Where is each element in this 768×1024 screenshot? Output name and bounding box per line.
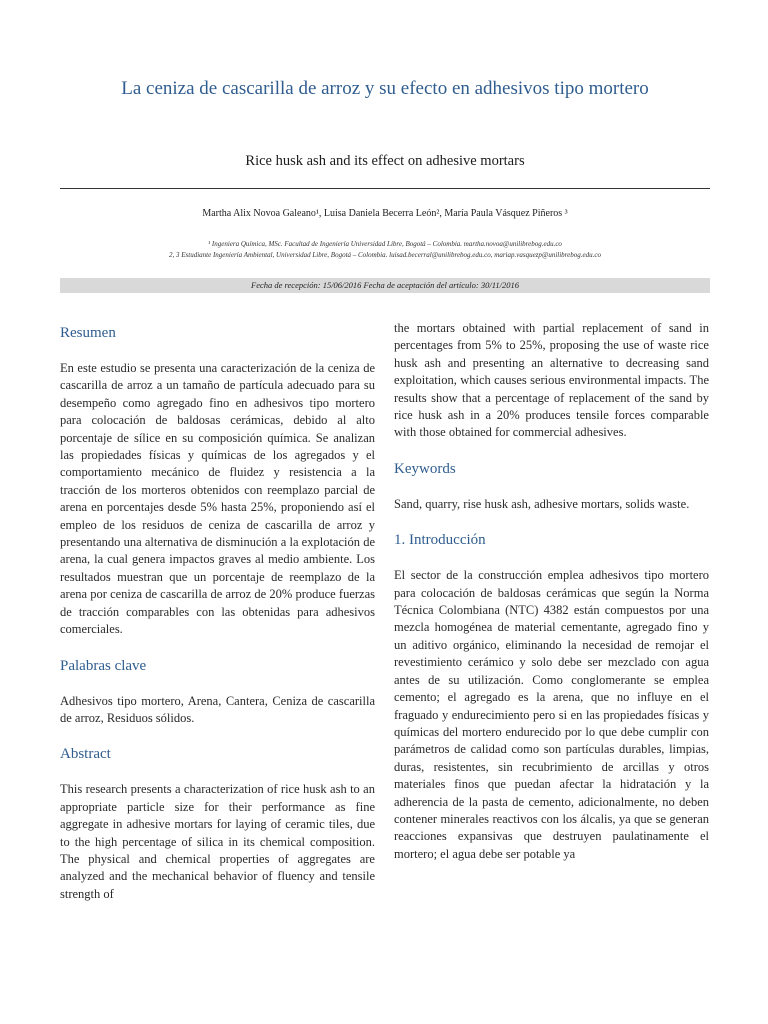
abstract-continued-text: the mortars obtained with partial replacement of sand in percentages from 5% to 25%, proposing the use of waste rice husk ash and presenting an alternative to decreasing sand exploitation, which causes serious environmental impacts. The results show that a percentage of replacement of the sand by rice husk ash in a 20% produces tensile forces comparable with those obtained for commercial adhesives. <box>394 321 709 440</box>
paper-title: La ceniza de cascarilla de arroz y su efecto en adhesivos tipo mortero <box>121 78 649 99</box>
palabras-clave-heading: Palabras clave <box>60 657 147 674</box>
palabras-clave-text: Adhesivos tipo mortero, Arena, Cantera, Ceniza de cascarilla de arroz, Residuos sólidos. <box>60 693 375 725</box>
abstract-heading: Abstract <box>60 746 111 763</box>
introduccion-heading: 1. Introducción <box>394 532 486 549</box>
dates-banner: Fecha de recepción: 15/06/2016 Fecha de aceptación del artículo: 30/11/2016 <box>60 278 710 293</box>
introduccion-text: El sector de la construcción emplea adhesivos tipo mortero para colocación de baldosas cerámicas que según la Norma Técnica Colombiana (NTC) 4382 están compuestos por una mezcla homogénea de material cementante, agregado fino y un aditivo orgánico, eliminando la necesidad de remojar el revestimiento cerámico y solo debe ser mezclado con agua antes de su utilización. Como conglomerante se emplea cemento; el agregado es la arena, que no influye en el fraguado y endurecimiento pero si en las propiedades físicas y químicas del mortero endurecido por lo que debe cumplir con parámetros de calidad como son partículas durables, limpias, duras, resistentes, sin recubrimiento de arcillas y otros materiales finos que puedan afectar la hidratación y la adherencia de la pasta de cemento, adicionalmente, no deben contener minerales reactivos con los álcalis, ya que se generan reacciones expansivas que destruyen paulatinamente el mortero; el agua debe ser potable ya <box>394 568 709 861</box>
resumen-text: En este estudio se presenta una caracterización de la ceniza de cascarilla de arroz a un tamaño de partícula adecuado para su desempeño como agregado fino en adhesivos tipo mortero para colocación de baldosas cerámicas, debido al alto porcentaje de sílice en su composición química. Se analizan las propiedades físicas y químicas de los agregados y el comportamiento mecánico de fluidez y resistencia a la tracción de los morteros obtenidos con reemplazo parcial de arena en porcentajes desde 5% hasta 25%, proponiendo así el empleo de los residuos de ceniza de cascarilla de arroz y presentando una alternativa de disminución a la explotación de arena, la cual genera impactos graves al medio ambiente. Los resultados muestran que un porcentaje de reemplazo de la arena por ceniza de cascarilla de arroz de 20% produce fuerzas de tracción comparables con las obtenidas para adhesivos comerciales. <box>60 361 375 637</box>
author-list: Martha Alix Novoa Galeano¹, Luisa Daniela Becerra León², María Paula Vásquez Piñeros ³ <box>202 208 568 219</box>
affiliation-1: ¹ Ingeniera Química, MSc. Facultad de Ingeniería Universidad Libre, Bogotá – Colombia. martha.novoa@unilibrebog.edu.co <box>208 240 562 248</box>
paper-subtitle: Rice husk ash and its effect on adhesive mortars <box>245 153 525 169</box>
abstract-text: This research presents a characterization of rice husk ash to an appropriate particle size for their performance as fine aggregate in adhesive mortars for laying of ceramic tiles, due to the high percentage of silica in its chemical composition. The physical and chemical properties of aggregates are analyzed and the mechanical behavior of fluency and tensile strength of <box>60 782 375 901</box>
keywords-text: Sand, quarry, rise husk ash, adhesive mortars, solids waste. <box>394 496 690 511</box>
affiliation-2: 2, 3 Estudiante Ingeniería Ambiental, Universidad Libre, Bogotá – Colombia. luisad.becerral@unilibrebog.edu.co, mariap.vasquezp@unilibrebog.edu.co <box>169 251 601 259</box>
left-column <box>60 320 375 903</box>
keywords-heading: Keywords <box>394 460 456 477</box>
right-column <box>394 320 709 863</box>
header-divider <box>60 188 710 189</box>
resumen-heading: Resumen <box>60 325 116 341</box>
